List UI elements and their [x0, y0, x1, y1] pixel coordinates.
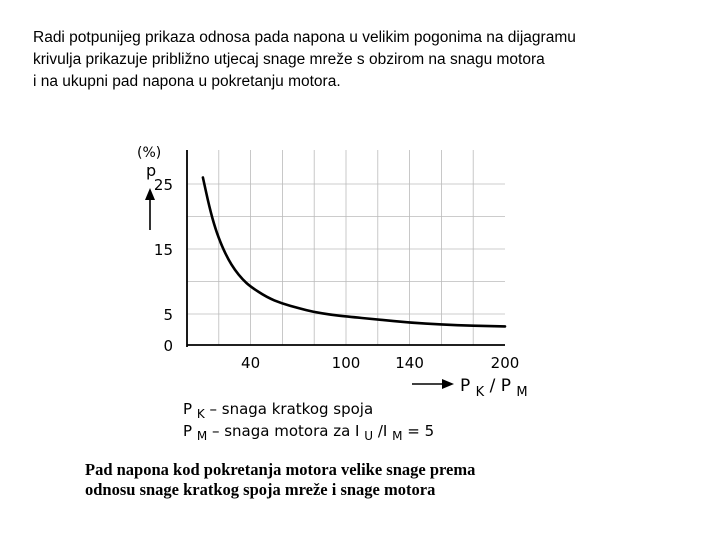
x-tick-label-100: 100	[331, 354, 361, 372]
x-tick-label-200: 200	[490, 354, 520, 372]
series-line-0	[203, 178, 505, 327]
y-tick-label-25: 25	[153, 176, 173, 194]
legend-1-text: – snaga kratkog spoja	[209, 400, 374, 418]
intro-line-3: i na ukupni pad napona u pokretanju motora.	[33, 73, 341, 90]
x-axis-right-arrow	[412, 379, 454, 389]
x-tick-label-140: 140	[395, 354, 424, 372]
legend-2-sub3: M	[392, 429, 403, 443]
legend-1-sub: K	[196, 407, 205, 421]
chart-curve-group	[203, 178, 505, 327]
legend-2-mid: /I	[377, 422, 388, 440]
legend-2-text: – snaga motora za I	[211, 422, 360, 440]
y-tick-label-15: 15	[153, 241, 173, 259]
x-tick-label-40: 40	[241, 354, 261, 372]
caption-line-1: Pad napona kod pokretanja motora velike snage prema	[85, 460, 476, 479]
y-tick-label-5: 5	[163, 306, 173, 324]
x-axis-label-p1: P	[460, 376, 471, 396]
chart-caption	[85, 460, 475, 500]
x-axis-label	[460, 376, 528, 401]
legend-entry-2	[183, 422, 434, 444]
legend-2-sub2: U	[364, 429, 374, 443]
legend-1-symbol: P	[183, 400, 193, 418]
legend-2-tail: = 5	[407, 422, 435, 440]
x-axis-label-p2: P	[500, 376, 512, 396]
legend-2-symbol: P	[183, 422, 193, 440]
caption-line-2: odnosu snage kratkog spoja mreže i snage motora	[85, 480, 436, 499]
legend-2-sub: M	[196, 429, 208, 443]
y-axis-up-arrow	[145, 188, 155, 230]
x-axis-label-sub-m: M	[516, 385, 528, 400]
intro-line-1: Radi potpunijeg prikaza odnosa pada napona u velikim pogonima na dijagramu	[33, 29, 576, 46]
x-axis-label-sub-k: K	[475, 385, 485, 400]
y-tick-label-0: 0	[163, 337, 173, 355]
y-axis-unit: (%)	[137, 145, 162, 161]
intro-line-2: krivulja prikazuje približno utjecaj snage mreže s obzirom na snagu motora	[33, 51, 545, 68]
legend-entry-1	[183, 400, 373, 422]
x-axis-label-slash: /	[489, 376, 496, 396]
legend	[183, 400, 434, 444]
y-axis-label: p	[146, 161, 157, 180]
